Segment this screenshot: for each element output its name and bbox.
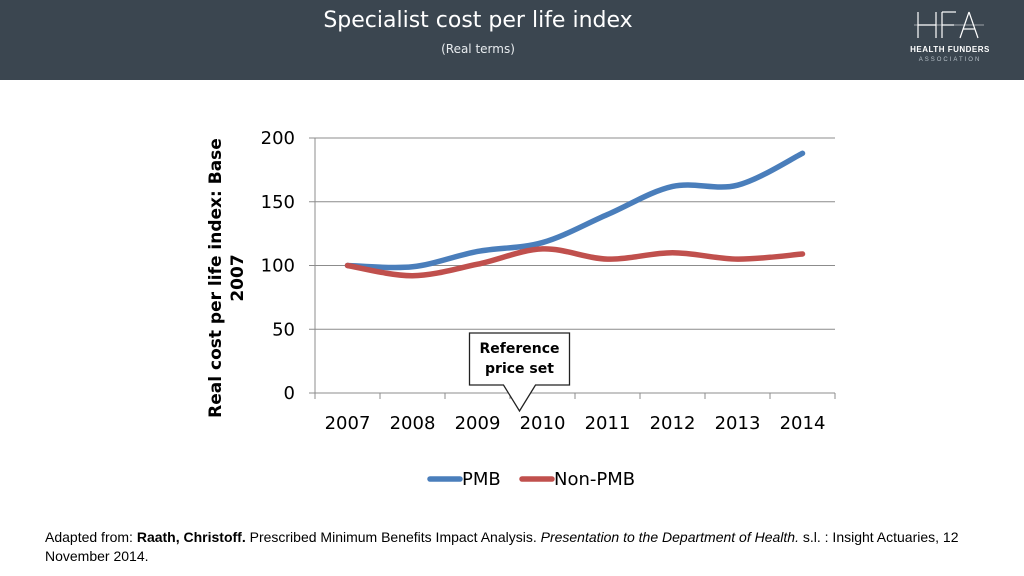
x-tick-labels [325, 413, 826, 434]
x-tick-label: 2009 [454, 413, 501, 434]
series-lines [348, 153, 803, 275]
x-tick-label: 2014 [779, 413, 826, 434]
reference-price-callout [470, 333, 570, 411]
callout-text: Reference [479, 341, 560, 357]
legend-label: PMB [462, 469, 501, 490]
x-tick-label: 2011 [584, 413, 631, 434]
y-tick-labels [261, 128, 295, 404]
legend [430, 469, 635, 490]
page-subtitle: (Real terms) [441, 42, 515, 56]
x-tick-label: 2010 [519, 413, 566, 434]
x-tick-label: 2008 [389, 413, 436, 434]
gridlines [315, 138, 835, 329]
y-tick-label: 0 [283, 383, 295, 404]
y-tick-label: 150 [260, 191, 295, 213]
citation-prefix: Adapted from: [45, 529, 137, 545]
logo-text-line2: ASSOCIATION [918, 57, 982, 63]
y-tick-label: 50 [272, 319, 295, 341]
series-line-non-pmb [348, 249, 803, 276]
x-tick-label: 2013 [714, 413, 761, 434]
logo-text-line1: HEALTH FUNDERS [910, 45, 990, 54]
citation-title: Prescribed Minimum Benefits Impact Analysis. [245, 529, 541, 545]
series-line-pmb [348, 153, 803, 267]
y-tick-label: 100 [260, 255, 295, 277]
citation-rest: s.l. : Insight Actuaries, 12 November 2014. [45, 529, 959, 564]
page-title: Specialist cost per life index [323, 8, 633, 33]
x-tick-label: 2012 [649, 413, 696, 434]
y-axis-label-line: Real cost per life index: Base [206, 138, 226, 418]
citation-venue: Presentation to the Department of Health. [540, 529, 799, 545]
y-axis-label-line: 2007 [228, 254, 248, 302]
callout-text: price set [485, 361, 554, 377]
y-axis-label [206, 138, 248, 418]
y-tick-label: 200 [260, 128, 295, 149]
legend-label: Non-PMB [554, 469, 636, 490]
x-tick-label: 2007 [324, 413, 371, 434]
citation-author: Raath, Christoff. [136, 529, 246, 545]
source-citation [45, 528, 995, 566]
